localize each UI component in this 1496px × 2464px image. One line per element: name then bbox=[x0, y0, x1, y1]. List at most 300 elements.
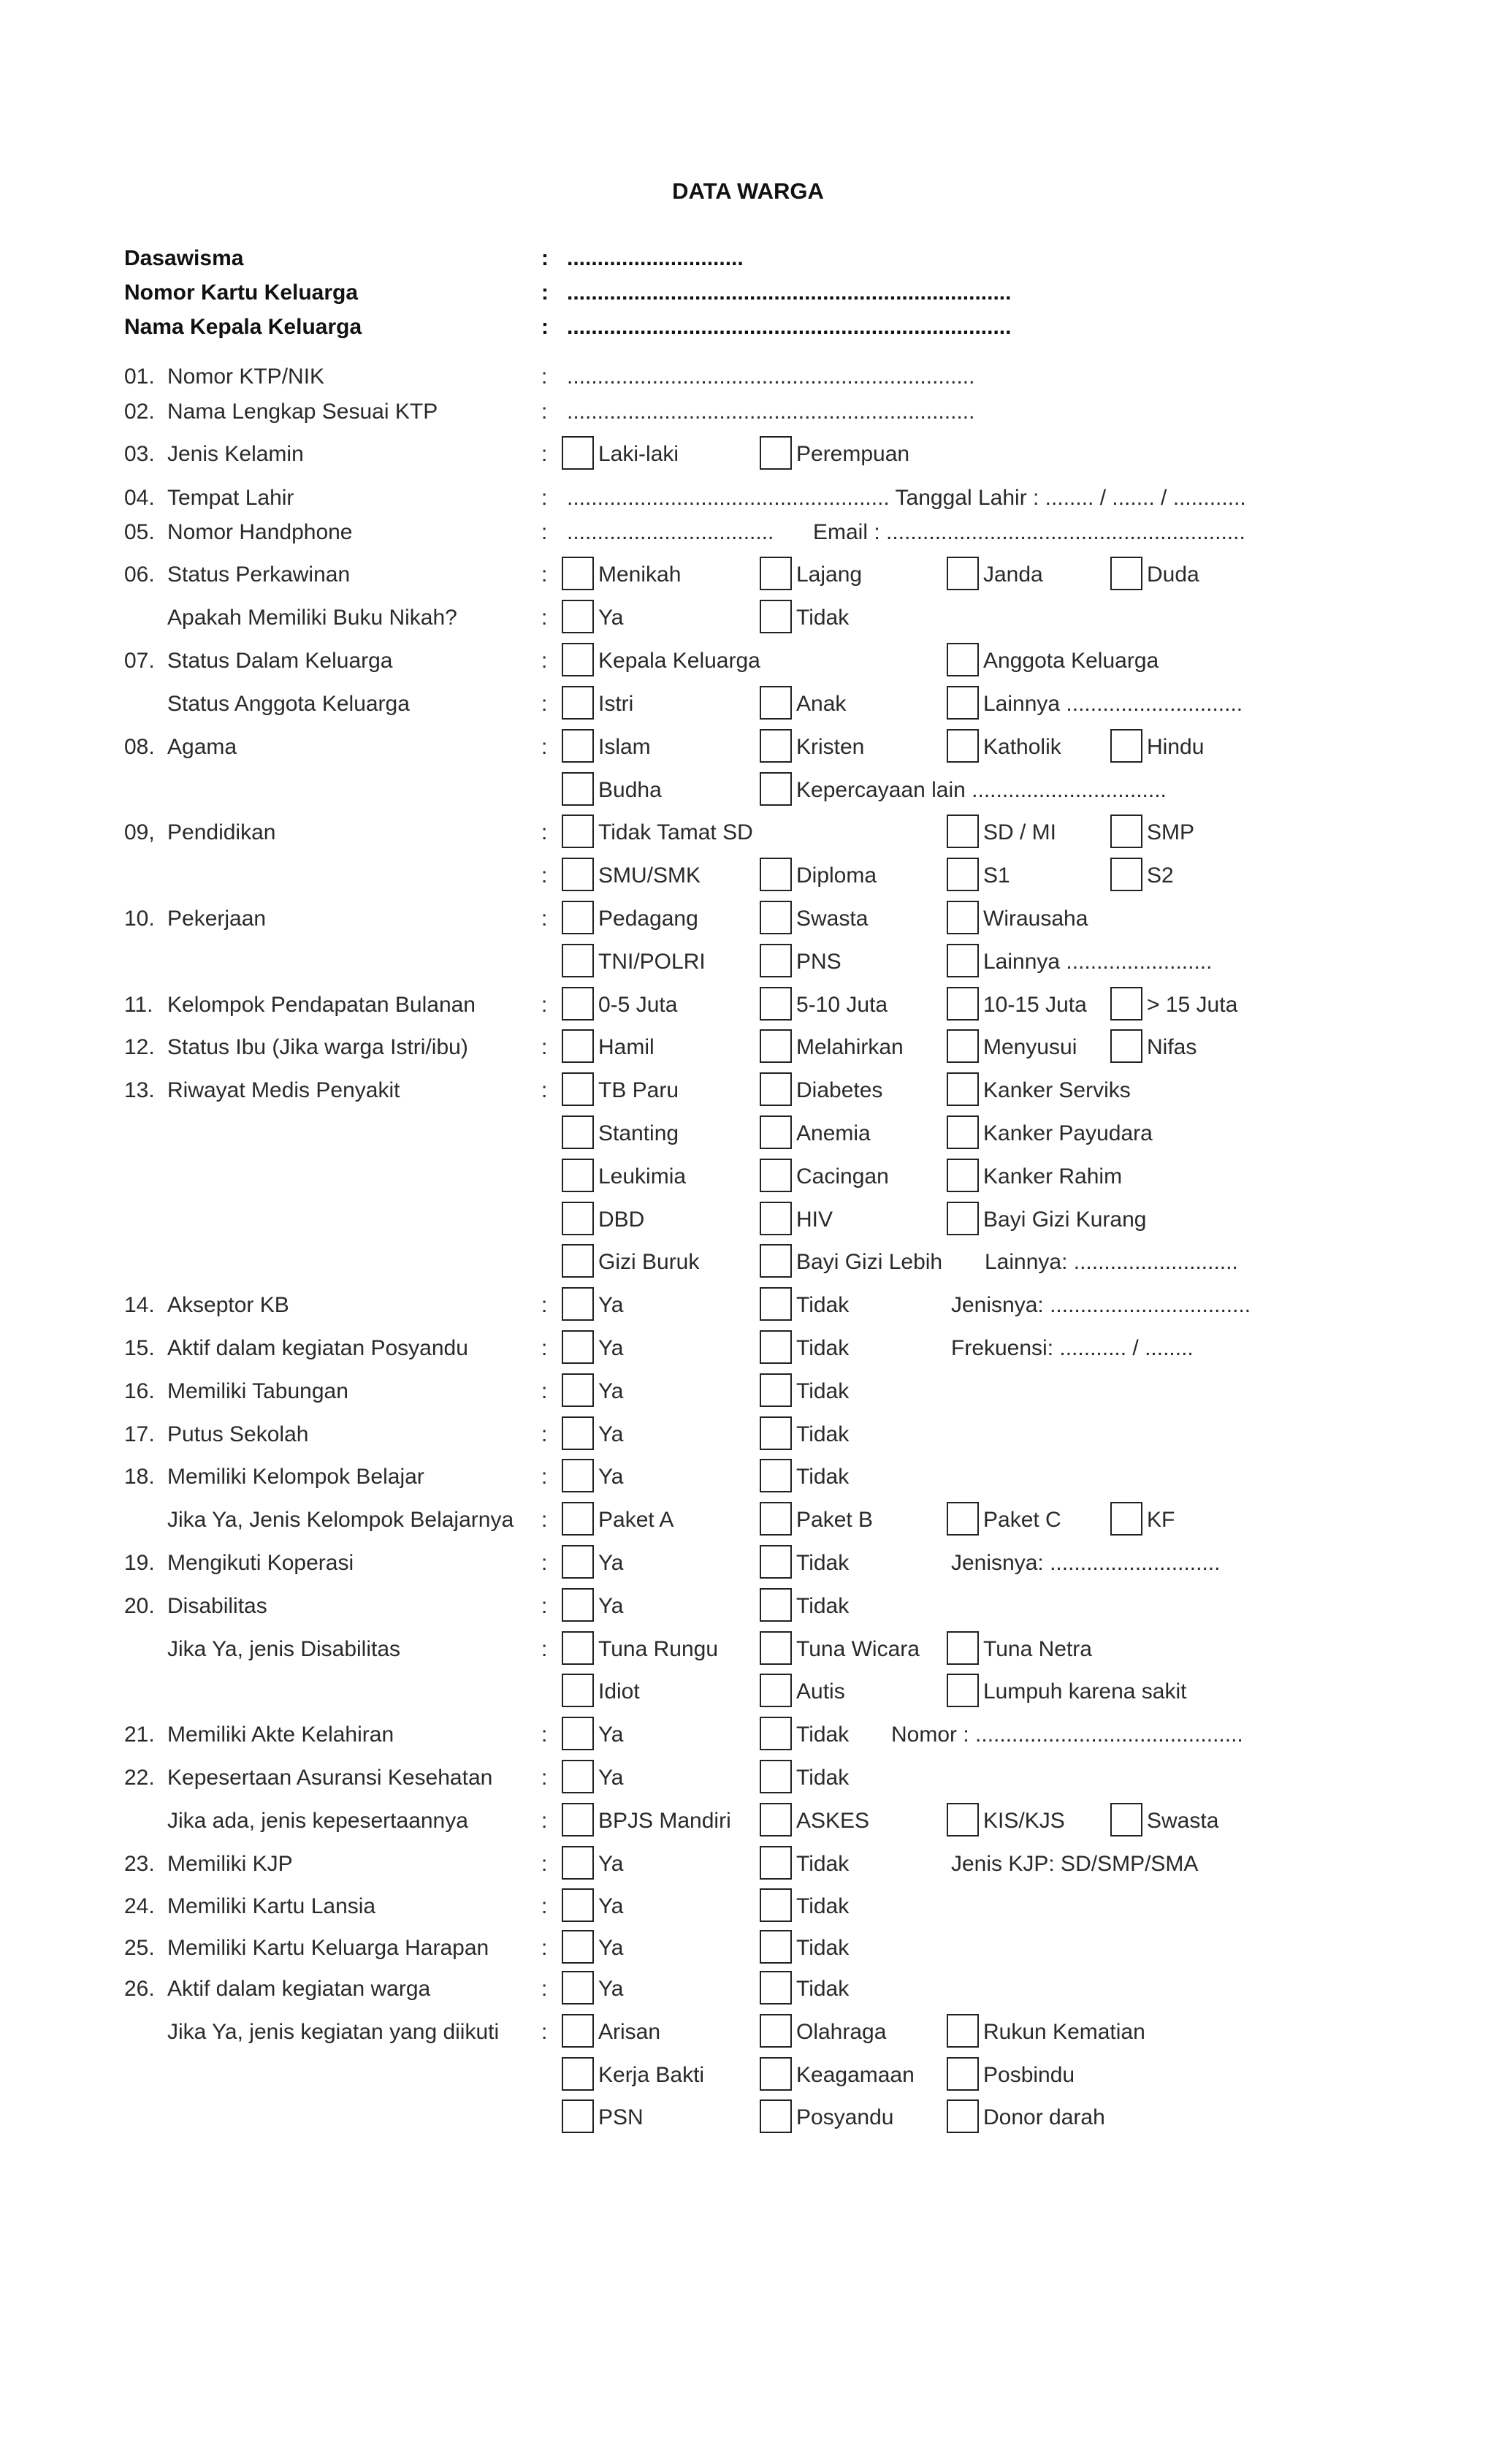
row-posyandu bbox=[0, 1327, 1496, 1370]
checkbox[interactable] bbox=[562, 1330, 594, 1364]
field-label: Pendidikan bbox=[167, 820, 276, 844]
checkbox[interactable] bbox=[760, 987, 792, 1021]
option-label: Ya bbox=[598, 1852, 624, 1876]
field-label: Status Anggota Keluarga bbox=[167, 692, 410, 716]
checkbox[interactable] bbox=[562, 1631, 594, 1665]
checkbox[interactable] bbox=[947, 1072, 979, 1106]
row-occupation bbox=[0, 898, 1496, 940]
checkbox[interactable] bbox=[1110, 987, 1142, 1021]
field-label: Riwayat Medis Penyakit bbox=[167, 1078, 400, 1102]
colon: : bbox=[541, 1379, 548, 1403]
option-label: Lumpuh karena sakit bbox=[983, 1679, 1187, 1704]
row-number: 26. bbox=[124, 1977, 155, 2001]
option-label: Tidak bbox=[796, 1894, 850, 1918]
option-label: Anggota Keluarga bbox=[983, 649, 1159, 673]
row-study-group bbox=[0, 1456, 1496, 1498]
option-label: PSN bbox=[598, 2105, 644, 2129]
checkbox[interactable] bbox=[947, 2057, 979, 2091]
colon: : bbox=[541, 1977, 548, 2001]
option-label: Lainnya ........................ bbox=[983, 950, 1213, 974]
checkbox[interactable] bbox=[760, 1202, 792, 1235]
header-row-dasawisma bbox=[124, 241, 1264, 276]
colon: : bbox=[541, 820, 548, 844]
checkbox[interactable] bbox=[562, 1244, 594, 1278]
option-label: Kerja Bakti bbox=[598, 2063, 705, 2087]
field-label: Nomor KTP/NIK bbox=[167, 365, 325, 389]
option-label: Ya bbox=[598, 1465, 624, 1489]
checkbox[interactable] bbox=[760, 772, 792, 806]
colon: : bbox=[541, 1035, 548, 1059]
option-label: Tidak bbox=[796, 1936, 850, 1960]
option-label: Diploma bbox=[796, 863, 877, 888]
field-label: Jika Ya, Jenis Kelompok Belajarnya bbox=[167, 1508, 514, 1532]
row-full-name bbox=[0, 391, 1496, 433]
option-label: Ya bbox=[598, 1766, 624, 1790]
row-elderly-card bbox=[0, 1885, 1496, 1928]
field-label: Memiliki Akte Kelahiran bbox=[167, 1723, 394, 1747]
checkbox[interactable] bbox=[760, 1287, 792, 1321]
checkbox[interactable] bbox=[562, 1202, 594, 1235]
option-label: Ya bbox=[598, 1977, 624, 2001]
checkbox[interactable] bbox=[760, 1029, 792, 1063]
checkbox[interactable] bbox=[562, 643, 594, 676]
colon: : bbox=[541, 993, 548, 1017]
checkbox[interactable] bbox=[760, 1373, 792, 1407]
colon: : bbox=[541, 1894, 548, 1918]
checkbox[interactable] bbox=[562, 1971, 594, 2005]
field-label: Jika ada, jenis kepesertaannya bbox=[167, 1809, 468, 1833]
row-number: 12. bbox=[124, 1035, 155, 1059]
option-label: Ya bbox=[598, 606, 624, 630]
checkbox[interactable] bbox=[760, 1674, 792, 1707]
checkbox[interactable] bbox=[947, 729, 979, 763]
checkbox[interactable] bbox=[1110, 815, 1142, 848]
option-label: TNI/POLRI bbox=[598, 950, 706, 974]
row-number: 13. bbox=[124, 1078, 155, 1102]
option-label: Kepercayaan lain ................................ bbox=[796, 778, 1167, 802]
option-label: Tidak bbox=[796, 1422, 850, 1446]
option-label: ASKES bbox=[796, 1809, 870, 1833]
dasawisma-field[interactable]: ............................. bbox=[567, 246, 744, 270]
checkbox[interactable] bbox=[947, 2099, 979, 2133]
email-field[interactable]: Email : ........................................................... bbox=[813, 520, 1245, 544]
field-label: Nomor Handphone bbox=[167, 520, 353, 544]
row-number: 11. bbox=[124, 993, 153, 1017]
checkbox[interactable] bbox=[760, 1631, 792, 1665]
field-label: Apakah Memiliki Buku Nikah? bbox=[167, 606, 457, 630]
field-label: Status Perkawinan bbox=[167, 562, 351, 587]
colon: : bbox=[541, 1723, 548, 1747]
row-cooperative bbox=[0, 1542, 1496, 1584]
row-mother-status bbox=[0, 1026, 1496, 1069]
row-number: 25. bbox=[124, 1936, 155, 1960]
checkbox[interactable] bbox=[947, 557, 979, 590]
row-study-group-type bbox=[0, 1499, 1496, 1541]
nik-field[interactable]: ................................................................... bbox=[567, 365, 975, 389]
option-label: Ya bbox=[598, 1936, 624, 1960]
checkbox[interactable] bbox=[760, 1545, 792, 1579]
checkbox[interactable] bbox=[760, 1459, 792, 1492]
colon: : bbox=[541, 1078, 548, 1102]
option-label: Autis bbox=[796, 1679, 845, 1704]
checkbox[interactable] bbox=[562, 815, 594, 848]
checkbox[interactable] bbox=[760, 436, 792, 470]
field-label: Aktif dalam kegiatan Posyandu bbox=[167, 1336, 468, 1360]
checkbox[interactable] bbox=[562, 1029, 594, 1063]
checkbox[interactable] bbox=[562, 600, 594, 633]
colon: : bbox=[541, 1936, 548, 1960]
checkbox[interactable] bbox=[760, 1717, 792, 1750]
field-label: Kelompok Pendapatan Bulanan bbox=[167, 993, 476, 1017]
field-label: Nama Kepala Keluarga bbox=[124, 315, 362, 339]
checkbox[interactable] bbox=[760, 944, 792, 977]
checkbox[interactable] bbox=[947, 1631, 979, 1665]
option-label: Keagamaan bbox=[796, 2063, 915, 2087]
checkbox[interactable] bbox=[562, 686, 594, 720]
row-kjp bbox=[0, 1843, 1496, 1885]
checkbox[interactable] bbox=[947, 1803, 979, 1836]
colon: : bbox=[541, 365, 548, 389]
head-of-family-field[interactable]: ......................................................................... bbox=[567, 315, 1012, 339]
certificate-number-field[interactable]: Nomor : ............................................ bbox=[891, 1723, 1243, 1747]
option-label: DBD bbox=[598, 1208, 645, 1232]
field-label: Jika Ya, jenis Disabilitas bbox=[167, 1637, 401, 1661]
option-label: KF bbox=[1147, 1508, 1175, 1532]
option-label: Tidak bbox=[796, 1852, 850, 1876]
option-label: Tidak bbox=[796, 1594, 850, 1618]
checkbox[interactable] bbox=[760, 1971, 792, 2005]
option-label: Perempuan bbox=[796, 442, 910, 466]
page-title: DATA WARGA bbox=[672, 178, 824, 204]
colon: : bbox=[541, 400, 548, 424]
option-label: Cacingan bbox=[796, 1164, 889, 1189]
checkbox[interactable] bbox=[947, 1674, 979, 1707]
checkbox[interactable] bbox=[760, 1846, 792, 1880]
checkbox[interactable] bbox=[947, 2014, 979, 2048]
checkbox[interactable] bbox=[562, 1416, 594, 1450]
option-label: 0-5 Juta bbox=[598, 993, 678, 1017]
checkbox[interactable] bbox=[947, 858, 979, 891]
option-label: Posbindu bbox=[983, 2063, 1075, 2087]
checkbox[interactable] bbox=[947, 1029, 979, 1063]
option-label: Paket C bbox=[983, 1508, 1061, 1532]
checkbox[interactable] bbox=[562, 2099, 594, 2133]
colon: : bbox=[541, 907, 548, 931]
row-number: 19. bbox=[124, 1551, 155, 1575]
colon: : bbox=[541, 863, 548, 888]
phone-field[interactable]: .................................. bbox=[567, 520, 774, 544]
checkbox[interactable] bbox=[947, 944, 979, 977]
field-label: Memiliki Kelompok Belajar bbox=[167, 1465, 424, 1489]
checkbox[interactable] bbox=[1110, 729, 1142, 763]
option-label: HIV bbox=[796, 1208, 833, 1232]
checkbox[interactable] bbox=[562, 557, 594, 590]
checkbox[interactable] bbox=[760, 1072, 792, 1106]
row-number: 24. bbox=[124, 1894, 155, 1918]
checkbox[interactable] bbox=[760, 1115, 792, 1149]
field-label: Pekerjaan bbox=[167, 907, 267, 931]
full-name-field[interactable]: ................................................................... bbox=[567, 400, 975, 424]
checkbox[interactable] bbox=[562, 1373, 594, 1407]
field-label: Dasawisma bbox=[124, 246, 244, 270]
option-label: Gizi Buruk bbox=[598, 1250, 700, 1274]
checkbox[interactable] bbox=[947, 643, 979, 676]
checkbox[interactable] bbox=[760, 1416, 792, 1450]
row-number: 09, bbox=[124, 820, 155, 844]
option-label: Anemia bbox=[796, 1121, 871, 1145]
row-number: 07. bbox=[124, 649, 155, 673]
row-number: 01. bbox=[124, 365, 155, 389]
checkbox[interactable] bbox=[760, 901, 792, 934]
colon: : bbox=[541, 315, 549, 339]
row-phone bbox=[0, 511, 1496, 554]
colon: : bbox=[541, 692, 548, 716]
option-label: Istri bbox=[598, 692, 634, 716]
colon: : bbox=[541, 1551, 548, 1575]
row-medical-history bbox=[0, 1069, 1496, 1112]
option-label: Anak bbox=[796, 692, 847, 716]
option-label: Tidak bbox=[796, 1766, 850, 1790]
option-label: 10-15 Juta bbox=[983, 993, 1087, 1017]
checkbox[interactable] bbox=[947, 1202, 979, 1235]
checkbox[interactable] bbox=[562, 1717, 594, 1750]
colon: : bbox=[541, 1594, 548, 1618]
option-label: Ya bbox=[598, 1594, 624, 1618]
colon: : bbox=[541, 486, 548, 510]
field-label: Status Dalam Keluarga bbox=[167, 649, 393, 673]
checkbox[interactable] bbox=[1110, 557, 1142, 590]
option-label: Tidak bbox=[796, 1465, 850, 1489]
kb-type-field[interactable]: Jenisnya: ................................. bbox=[951, 1293, 1251, 1317]
row-income bbox=[0, 984, 1496, 1026]
cooperative-type-field[interactable]: Jenisnya: ............................ bbox=[951, 1551, 1221, 1575]
checkbox[interactable] bbox=[760, 1159, 792, 1192]
checkbox[interactable] bbox=[760, 1502, 792, 1536]
option-label: Hamil bbox=[598, 1035, 654, 1059]
field-label: Aktif dalam kegiatan warga bbox=[167, 1977, 431, 2001]
row-kkh-card bbox=[0, 1927, 1496, 1969]
checkbox[interactable] bbox=[760, 2099, 792, 2133]
row-activity-type-2 bbox=[0, 2054, 1496, 2097]
checkbox[interactable] bbox=[760, 1803, 792, 1836]
checkbox[interactable] bbox=[562, 1888, 594, 1922]
checkbox[interactable] bbox=[760, 600, 792, 633]
colon: : bbox=[541, 1852, 548, 1876]
checkbox[interactable] bbox=[760, 858, 792, 891]
field-label: Jenis Kelamin bbox=[167, 442, 304, 466]
checkbox[interactable] bbox=[760, 1588, 792, 1622]
option-label: Posyandu bbox=[796, 2105, 894, 2129]
checkbox[interactable] bbox=[760, 2014, 792, 2048]
checkbox[interactable] bbox=[760, 729, 792, 763]
option-label: Budha bbox=[598, 778, 662, 802]
row-number: 10. bbox=[124, 907, 155, 931]
checkbox[interactable] bbox=[1110, 1029, 1142, 1063]
checkbox[interactable] bbox=[947, 815, 979, 848]
checkbox[interactable] bbox=[562, 987, 594, 1021]
option-label: Tuna Rungu bbox=[598, 1637, 719, 1661]
checkbox[interactable] bbox=[562, 1803, 594, 1836]
row-disability-type bbox=[0, 1628, 1496, 1671]
row-birth-certificate bbox=[0, 1714, 1496, 1756]
option-label: Paket B bbox=[796, 1508, 874, 1532]
row-medical-history-5 bbox=[0, 1241, 1496, 1284]
checkbox[interactable] bbox=[562, 1287, 594, 1321]
checkbox[interactable] bbox=[562, 1115, 594, 1149]
colon: : bbox=[541, 1336, 548, 1360]
checkbox[interactable] bbox=[760, 1330, 792, 1364]
checkbox[interactable] bbox=[562, 772, 594, 806]
row-number: 03. bbox=[124, 442, 155, 466]
row-religion bbox=[0, 726, 1496, 768]
option-label: Arisan bbox=[598, 2020, 661, 2044]
option-label: Melahirkan bbox=[796, 1035, 904, 1059]
checkbox[interactable] bbox=[562, 2014, 594, 2048]
row-number: 04. bbox=[124, 486, 155, 510]
checkbox[interactable] bbox=[562, 1674, 594, 1707]
option-label: PNS bbox=[796, 950, 842, 974]
checkbox[interactable] bbox=[1110, 1803, 1142, 1836]
checkbox[interactable] bbox=[947, 987, 979, 1021]
colon: : bbox=[541, 442, 548, 466]
checkbox[interactable] bbox=[562, 436, 594, 470]
field-label: Jika Ya, jenis kegiatan yang diikuti bbox=[167, 2020, 500, 2044]
colon: : bbox=[541, 281, 549, 305]
checkbox[interactable] bbox=[947, 1159, 979, 1192]
field-label: Memiliki Tabungan bbox=[167, 1379, 348, 1403]
option-label: S1 bbox=[983, 863, 1010, 888]
option-label: Diabetes bbox=[796, 1078, 883, 1102]
option-label: Kanker Payudara bbox=[983, 1121, 1153, 1145]
row-number: 02. bbox=[124, 400, 155, 424]
checkbox[interactable] bbox=[760, 557, 792, 590]
option-label: KIS/KJS bbox=[983, 1809, 1065, 1833]
option-label: Ya bbox=[598, 1723, 624, 1747]
frequency-field[interactable]: Frekuensi: ........... / ........ bbox=[951, 1336, 1194, 1360]
checkbox[interactable] bbox=[562, 729, 594, 763]
other-disease-field[interactable]: Lainnya: ........................... bbox=[985, 1250, 1238, 1274]
row-medical-history-4 bbox=[0, 1199, 1496, 1241]
option-label: Nifas bbox=[1147, 1035, 1197, 1059]
option-label: BPJS Mandiri bbox=[598, 1809, 731, 1833]
option-label: Ya bbox=[598, 1551, 624, 1575]
checkbox[interactable] bbox=[562, 1459, 594, 1492]
colon: : bbox=[541, 1637, 548, 1661]
checkbox[interactable] bbox=[562, 1588, 594, 1622]
option-label: Tidak bbox=[796, 606, 850, 630]
option-label: Tuna Wicara bbox=[796, 1637, 920, 1661]
checkbox[interactable] bbox=[947, 686, 979, 720]
option-label: S2 bbox=[1147, 863, 1174, 888]
field-label: Tempat Lahir bbox=[167, 486, 294, 510]
option-label: Islam bbox=[598, 735, 651, 759]
option-label: Bayi Gizi Kurang bbox=[983, 1208, 1147, 1232]
checkbox[interactable] bbox=[1110, 858, 1142, 891]
option-label: Duda bbox=[1147, 562, 1199, 587]
field-label: Memiliki Kartu Lansia bbox=[167, 1894, 376, 1918]
field-label: Memiliki Kartu Keluarga Harapan bbox=[167, 1936, 489, 1960]
checkbox[interactable] bbox=[562, 2057, 594, 2091]
checkbox[interactable] bbox=[562, 1159, 594, 1192]
option-label: Ya bbox=[598, 1422, 624, 1446]
header-row-kk-number bbox=[124, 275, 1264, 310]
row-number: 22. bbox=[124, 1766, 155, 1790]
checkbox[interactable] bbox=[947, 1502, 979, 1536]
row-disability bbox=[0, 1585, 1496, 1628]
option-label: Ya bbox=[598, 1293, 624, 1317]
colon: : bbox=[541, 649, 548, 673]
option-label: Stanting bbox=[598, 1121, 679, 1145]
option-label: Hindu bbox=[1147, 735, 1205, 759]
option-label: Kristen bbox=[796, 735, 865, 759]
option-label: Ya bbox=[598, 1894, 624, 1918]
option-label: Olahraga bbox=[796, 2020, 887, 2044]
checkbox[interactable] bbox=[760, 1244, 792, 1278]
birth-place-date-field[interactable]: ..................................................... Tanggal Lahir : ........ / ....... / ............ bbox=[567, 486, 1246, 510]
row-gender bbox=[0, 433, 1496, 476]
checkbox[interactable] bbox=[562, 944, 594, 977]
option-label: Pedagang bbox=[598, 907, 698, 931]
field-label: Kepesertaan Asuransi Kesehatan bbox=[167, 1766, 493, 1790]
field-label: Putus Sekolah bbox=[167, 1422, 309, 1446]
option-label: Donor darah bbox=[983, 2105, 1105, 2129]
option-label: SD / MI bbox=[983, 820, 1057, 844]
option-label: Janda bbox=[983, 562, 1043, 587]
option-label: SMP bbox=[1147, 820, 1195, 844]
field-label: Memiliki KJP bbox=[167, 1852, 293, 1876]
option-label: Paket A bbox=[598, 1508, 674, 1532]
row-number: 15. bbox=[124, 1336, 155, 1360]
checkbox[interactable] bbox=[947, 1115, 979, 1149]
field-label: Mengikuti Koperasi bbox=[167, 1551, 354, 1575]
row-disability-type-2 bbox=[0, 1671, 1496, 1713]
kk-number-field[interactable]: ......................................................................... bbox=[567, 281, 1012, 305]
colon: : bbox=[541, 606, 548, 630]
option-label: Katholik bbox=[983, 735, 1061, 759]
option-label: Ya bbox=[598, 1379, 624, 1403]
checkbox[interactable] bbox=[760, 1930, 792, 1964]
checkbox[interactable] bbox=[562, 1760, 594, 1793]
row-number: 23. bbox=[124, 1852, 155, 1876]
checkbox[interactable] bbox=[562, 901, 594, 934]
checkbox[interactable] bbox=[562, 1846, 594, 1880]
checkbox[interactable] bbox=[562, 1502, 594, 1536]
option-label: Tidak Tamat SD bbox=[598, 820, 753, 844]
field-label: Akseptor KB bbox=[167, 1293, 289, 1317]
checkbox[interactable] bbox=[760, 2057, 792, 2091]
checkbox[interactable] bbox=[562, 858, 594, 891]
checkbox[interactable] bbox=[562, 1545, 594, 1579]
checkbox[interactable] bbox=[562, 1072, 594, 1106]
checkbox[interactable] bbox=[947, 901, 979, 934]
checkbox[interactable] bbox=[1110, 1502, 1142, 1536]
row-number: 17. bbox=[124, 1422, 155, 1446]
row-activity-type-3 bbox=[0, 2097, 1496, 2139]
checkbox[interactable] bbox=[760, 1760, 792, 1793]
row-dropout bbox=[0, 1414, 1496, 1456]
row-marriage-book bbox=[0, 597, 1496, 639]
checkbox[interactable] bbox=[760, 686, 792, 720]
checkbox[interactable] bbox=[760, 1888, 792, 1922]
row-medical-history-3 bbox=[0, 1156, 1496, 1198]
option-label: Swasta bbox=[1147, 1809, 1219, 1833]
option-label: Menikah bbox=[598, 562, 682, 587]
option-label: > 15 Juta bbox=[1147, 993, 1238, 1017]
checkbox[interactable] bbox=[562, 1930, 594, 1964]
option-label: Lainnya ............................. bbox=[983, 692, 1243, 716]
row-number: 08. bbox=[124, 735, 155, 759]
row-number: 14. bbox=[124, 1293, 155, 1317]
